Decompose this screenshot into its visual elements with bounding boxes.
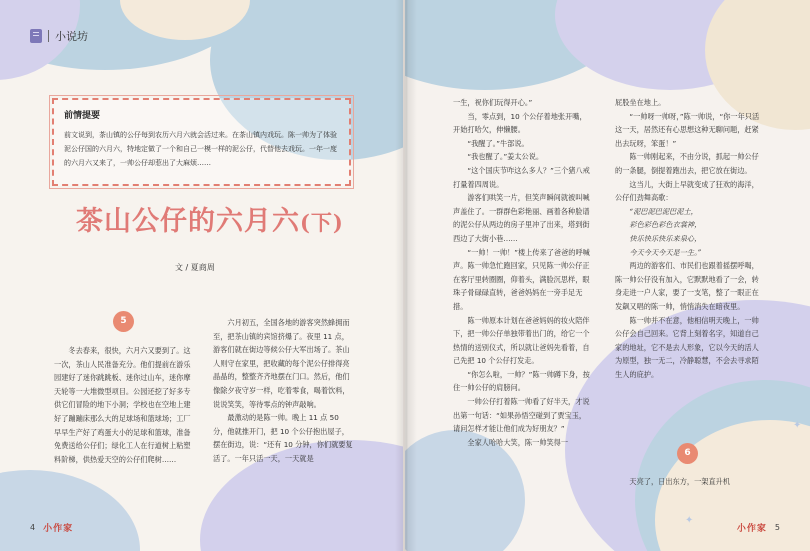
section-number-badge: 5 xyxy=(113,311,134,332)
byline: 文 / 夏商周 xyxy=(175,263,215,272)
paragraph: “一帅！一帅！”楼上传来了爸爸的呼喊声。陈一帅急忙跑回家，只见陈一帅公仔正在客厅里转圈圈，仰着头，满脸沉思样，眼珠子骨碌碌直转，爸爸妈妈在一旁手足无措。 xyxy=(453,247,590,311)
paragraph: “我醒了。”牛部说。 xyxy=(467,138,529,148)
paragraph: 最激动的是陈一帅。晚上 11 点 50分，他就推开门，把 10 个公仔抱出屋子，摆在街边，说：“还有 10 分钟，你们就要复活了。一年只活一天，一天就是 xyxy=(213,413,353,463)
synopsis-text: 前文说到，茶山镇的公仔每到农历六月六就会活过来。在茶山镇内戏玩。陈一帅为了体验泥公仔国的六月六，特地定做了一个和自己一模一样的泥公仔，代替他去戏玩。一年一度的六月六又来了，一帅公仔却惹出了大麻烦…… xyxy=(64,131,337,167)
paragraph: 天亮了，日出东方，一架直升机 xyxy=(629,477,731,486)
paragraph: 陈一帅刚起来，不由分说，抓起一帅公仔的一条腿，倒提着跑出去，把它放在街边。 xyxy=(615,152,759,175)
text-column-1 xyxy=(54,344,194,466)
text-column-4-end xyxy=(615,475,761,489)
sparkle-icon: ✦ xyxy=(793,420,802,431)
lyric-line: 彩色彩色彩色衣裳神， xyxy=(629,220,702,230)
paragraph: 当，零点到，10 个公仔着地张开嘴，开始打哈欠，伸懒腰。 xyxy=(453,111,587,135)
paragraph: 一帅公仔打着陈一帅看了好半天，才说出第一句话：“如果孙悟空碰到了贾宝玉，请问怎样才能让他们成为好朋友？” xyxy=(453,397,590,434)
song-lyrics xyxy=(615,205,761,259)
page-number: 5 xyxy=(774,523,780,532)
paragraph: 两边的游客们、市民们也跟着摇摆呼喝，陈一帅公仔没有加入，它默默地看了一会，转身走进一户人家，要了一支笔，整了一眼正在发飙又唱的陈一帅，悄悄消失在暗夜里。 xyxy=(615,261,759,311)
section-label: 小说坊 xyxy=(55,30,88,43)
story-title xyxy=(76,199,344,238)
story-title-main: 茶山公仔的六月六 xyxy=(76,206,300,237)
book-icon xyxy=(30,29,42,43)
page-number: 4 xyxy=(30,523,36,532)
text-column-2 xyxy=(213,316,353,466)
footer-right xyxy=(737,521,780,534)
paragraph: “我也醒了。”姜太公说。 xyxy=(467,152,544,162)
magazine-logo: 小作家 xyxy=(43,524,74,534)
paragraph: 陈一帅并不在意，他相信明天晚上，一帅公仔会自己回来。它背上刻着名字，知道自己家的地址，它不是去人形象，它以今天的活人为原型，独一无二，冷静聪慧，不会去寻求陌生人的庇护。 xyxy=(615,315,759,379)
lyric-line: 快乐快乐快乐来泉心， xyxy=(629,233,702,243)
paragraph: 全家人哈哈大笑，陈一帅笑得一 xyxy=(467,437,569,447)
paragraph: 屁股坐在地上。 xyxy=(615,98,666,107)
paragraph: “你怎么啦，一帅？”陈一帅蹲下身，按住一帅公仔的肩膀问。 xyxy=(453,369,590,393)
section-number-badge: 6 xyxy=(677,443,698,464)
section-header xyxy=(30,28,88,44)
paragraph: 陈一帅原本计划在爸爸妈妈的妆火陪伴下，把一帅公仔单独带着出门的，给它一个热情的送别仪式，所以就让爸妈先看着，自己先把 10 个公仔打发走。 xyxy=(453,315,590,366)
paragraph: “一帅呀一帅呀，”陈一帅说，“你一年只活这一天，居然还有心思想这种无聊问题，赶紧出去玩呀，笨蛋！” xyxy=(615,111,760,148)
paragraph: “这个国庆节咋这么多人？”三个猪八戒打量着四周说。 xyxy=(453,165,590,189)
decor-blob xyxy=(0,470,140,551)
footer-left xyxy=(30,521,73,534)
lyric-line: “泥巴泥巴泥巴泥土， xyxy=(629,206,698,216)
paragraph: 一生，祝你们玩得开心。” xyxy=(453,98,533,107)
story-title-suffix: (下) xyxy=(300,210,344,235)
paragraph: 游客们哄笑一片，但笑声瞬间就被叫喊声盖住了。一群群色彩艳丽、画着各种脸谱的泥公仔从两边的房子里冲了出来，塔到街西边了大街小巷…… xyxy=(453,193,590,243)
synopsis-box xyxy=(52,98,351,186)
book-gutter xyxy=(395,0,417,551)
right-page xyxy=(405,0,810,551)
text-column-4 xyxy=(615,96,761,381)
synopsis-title: 前情提要 xyxy=(64,111,101,121)
paragraph: 六月初五，全国各地的游客突然蜂拥而至，把茶山镇的宾馆挤爆了。夜里 11 点，游客们就在街边等候公仔大军出场了。茶山人则守在家里，把收藏的每个泥公仔排得亮晶晶的，整整齐齐地摆在门口。然后，他们像除夕夜守岁一样，吃着零食，喝着饮料，说说笑笑，等待零点的钟声敲响。 xyxy=(213,318,350,409)
lyric-line: 今天今天今天是一生。” xyxy=(629,247,702,257)
sparkle-icon: ✦ xyxy=(685,515,694,526)
magazine-logo: 小作家 xyxy=(736,524,767,534)
paragraph: 这当儿，大街上早就变成了狂欢的海洋，公仔们劲舞高歌： xyxy=(615,179,759,203)
paragraph: 冬去春来，很快，六月六又要到了。这一次，茶山人民准备充分。他们提前在游乐园建好了迷你跳跳板、迷你过山车，迷你摩天轮等一大堆微型项目。公园还挖了好多专供它们冒险的地下小洞；学校也在空地上建好了蹦蹦床那么大的足球场和篮球场；工厂早早生产好了鸡蛋大小的足球和篮球，准备免费送给公仔们；绿化工人在行道树上粘塑料阶梯，供热爱天空的公仔们爬树…… xyxy=(54,346,191,464)
text-column-3 xyxy=(453,96,593,449)
header-divider xyxy=(48,30,49,42)
left-page xyxy=(0,0,403,551)
